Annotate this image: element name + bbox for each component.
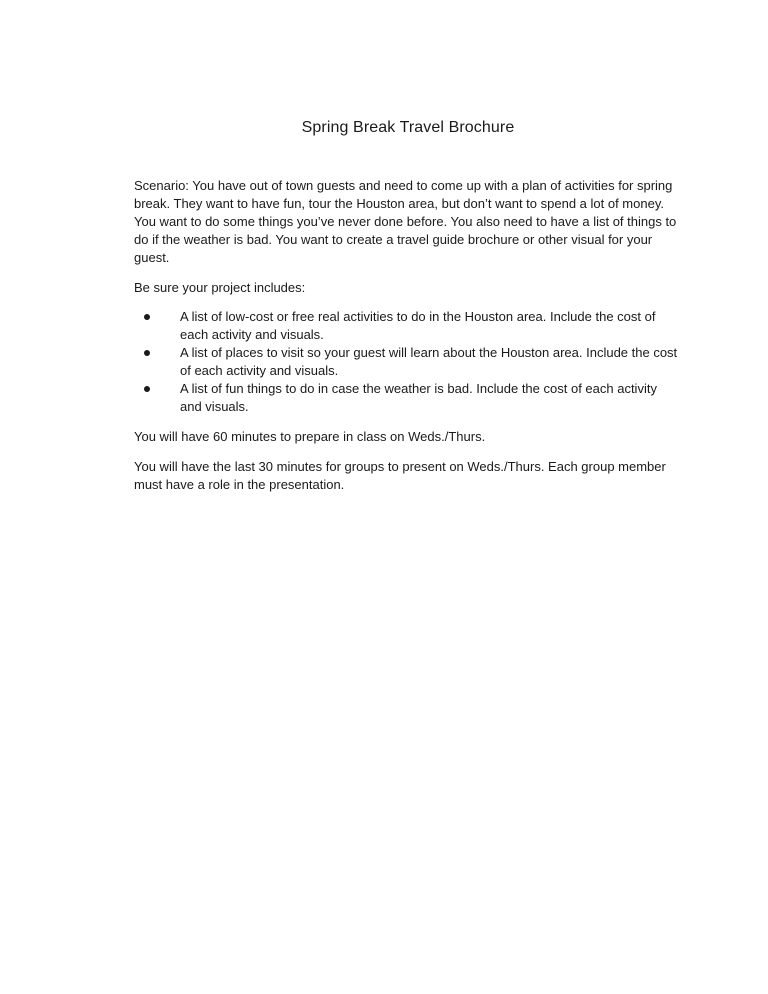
bullet-icon xyxy=(144,314,150,320)
scenario-paragraph: Scenario: You have out of town guests and need to come up with a plan of activities for spring break. They want to have fun, tour the Houston area, but don’t want to spend a lot of money. You want to do some things you’ve never done before. You also need to have a list of things to do if the weather is bad. You want to create a travel guide brochure or other visual for your guest. xyxy=(134,178,677,265)
presentation-paragraph: You will have the last 30 minutes for groups to present on Weds./Thurs. Each group member must have a role in the presentation. xyxy=(134,459,666,492)
list-item-text: A list of low-cost or free real activities to do in the Houston area. Include the cost of each activity and visuals. xyxy=(180,309,656,342)
list-item xyxy=(134,380,682,416)
requirements-list xyxy=(134,308,682,416)
list-item xyxy=(134,344,682,380)
list-item xyxy=(134,308,682,344)
list-item-text: A list of fun things to do in case the weather is bad. Include the cost of each activity and visuals. xyxy=(180,381,657,414)
list-item-text: A list of places to visit so your guest will learn about the Houston area. Include the cost of each activity and visuals. xyxy=(180,345,678,378)
bullet-icon xyxy=(144,386,150,392)
bullet-icon xyxy=(144,350,150,356)
document-content xyxy=(134,117,682,506)
prep-time-paragraph: You will have 60 minutes to prepare in class on Weds./Thurs. xyxy=(134,429,486,444)
requirements-intro: Be sure your project includes: xyxy=(134,280,306,295)
page-title: Spring Break Travel Brochure xyxy=(301,119,515,136)
